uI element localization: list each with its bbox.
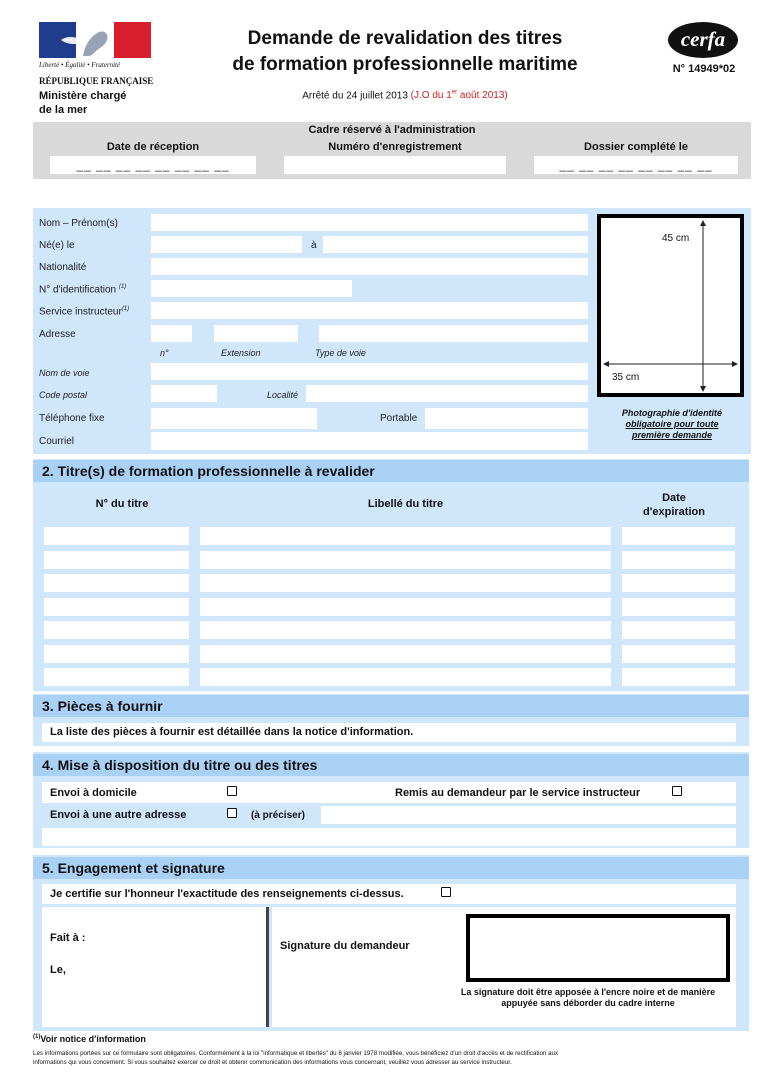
adresse-label: Adresse <box>39 329 76 340</box>
adresse-num-field[interactable] <box>151 325 192 342</box>
tel-fixe-label: Téléphone fixe <box>39 413 105 424</box>
table-cell[interactable] <box>200 668 611 686</box>
certifie-checkbox[interactable] <box>441 887 451 897</box>
photo-caption-line1: Photographie d'identité <box>621 408 723 418</box>
autre-adresse-field2[interactable] <box>42 828 736 846</box>
table-cell[interactable] <box>200 621 611 639</box>
tel-fixe-field[interactable] <box>151 408 317 429</box>
photo-width-label: 35 cm <box>612 372 640 383</box>
table-cell[interactable] <box>200 574 611 592</box>
ne-le-label: Né(e) le <box>39 240 75 251</box>
panel-divider <box>266 907 269 1027</box>
code-postal-field[interactable] <box>151 385 217 402</box>
section2-title: 2. Titre(s) de formation professionnelle à revalider <box>33 460 749 482</box>
table-cell[interactable] <box>44 574 189 592</box>
envoi-autre-checkbox[interactable] <box>227 808 237 818</box>
portable-label: Portable <box>380 413 418 424</box>
fait-a-label: Fait à : <box>50 932 86 944</box>
photo-caption-line3: première demande <box>631 430 713 440</box>
table-cell[interactable] <box>622 621 735 639</box>
arrete-date: Arrêté du 24 juillet 2013 <box>302 90 408 102</box>
photo-height-label: 45 cm <box>662 233 690 244</box>
admin-numero-field[interactable] <box>284 156 506 174</box>
section4-title: 4. Mise à disposition du titre ou des titres <box>33 754 749 776</box>
marianne-logo <box>39 22 151 58</box>
cerfa-number: N° 14949*02 <box>672 63 736 75</box>
remis-label: Remis au demandeur par le service instructeur <box>395 787 641 799</box>
lieu-a-label: à <box>311 240 317 251</box>
portable-field[interactable] <box>425 408 588 429</box>
col-header-num: N° du titre <box>55 490 189 518</box>
date-naissance-field[interactable] <box>151 236 302 253</box>
service-label: Service instructeur$^{(1)}$ <box>39 306 130 318</box>
table-cell[interactable] <box>44 598 189 616</box>
envoi-domicile-checkbox[interactable] <box>227 786 237 796</box>
col-header-libelle: Libellé du titre <box>200 490 611 518</box>
table-cell[interactable] <box>200 551 611 569</box>
table-cell[interactable] <box>200 598 611 616</box>
table-cell[interactable] <box>622 527 735 545</box>
nationalite-field[interactable] <box>151 258 588 275</box>
table-cell[interactable] <box>622 598 735 616</box>
le-label: Le, <box>50 964 66 976</box>
adresse-extension-field[interactable] <box>214 325 298 342</box>
certifie-label: Je certifie sur l'honneur l'exactitude des renseignements ci-dessus. <box>50 888 404 900</box>
photo-width-arrow <box>603 356 738 366</box>
cerfa-logo: cerfa <box>668 22 738 58</box>
nom-field[interactable] <box>151 214 588 231</box>
identification-label: N° d'identification $^{(1)}$ <box>39 284 127 296</box>
ministry-line1: Ministère chargé <box>39 90 127 102</box>
ministry-line2: de la mer <box>39 104 88 116</box>
admin-title: Cadre réservé à l'administration <box>308 124 476 136</box>
courriel-field[interactable] <box>151 432 588 450</box>
legal-line1: Les informations portées sur ce formulaire sont obligatoires. Conformément à la loi "informatique et libertés" du 6 janvier 1978 modifiée, vous bénéficiez d'un droit d'accès et de rectification aux <box>33 1050 559 1057</box>
admin-numero-label: Numéro d'enregistrement <box>328 141 462 153</box>
table-cell[interactable] <box>200 527 611 545</box>
table-cell[interactable] <box>622 668 735 686</box>
signature-label: Signature du demandeur <box>280 940 410 952</box>
fait-a-panel[interactable] <box>42 907 267 1027</box>
table-cell[interactable] <box>622 645 735 663</box>
service-field[interactable] <box>151 302 588 319</box>
table-cell[interactable] <box>622 551 735 569</box>
nationalite-label: Nationalité <box>39 262 87 273</box>
localite-field[interactable] <box>306 385 588 402</box>
table-cell[interactable] <box>622 574 735 592</box>
table-cell[interactable] <box>44 645 189 663</box>
republic-name: RÉPUBLIQUE FRANÇAISE <box>39 76 154 86</box>
photo-caption-line2: obligatoire pour toute <box>625 419 719 429</box>
table-cell[interactable] <box>44 621 189 639</box>
admin-dossier-field[interactable]: __ __ __ __ __ __ __ __ <box>534 156 738 174</box>
page-title-line2: de formation professionnelle maritime <box>232 54 578 75</box>
table-cell[interactable] <box>44 551 189 569</box>
autre-adresse-field1[interactable] <box>321 806 736 824</box>
nom-voie-field[interactable] <box>151 363 588 380</box>
republic-motto: Liberté • Égalité • Fraternité <box>39 61 121 69</box>
table-cell[interactable] <box>44 668 189 686</box>
signature-note-line1: La signature doit être apposée à l'encre noire et de manière <box>460 987 716 997</box>
code-postal-label: Code postal <box>39 390 88 400</box>
section3-text: La liste des pièces à fournir est détaillée dans la notice d'information. <box>42 723 736 742</box>
type-voie-sublabel: Type de voie <box>315 348 366 358</box>
page-title-line1: Demande de revalidation des titres <box>247 28 563 49</box>
nom-label: Nom – Prénom(s) <box>39 218 118 229</box>
adresse-type-voie-field[interactable] <box>319 325 588 342</box>
identification-field[interactable] <box>151 280 352 297</box>
num-sublabel: n° <box>160 348 169 358</box>
admin-date-reception-label: Date de réception <box>106 141 200 153</box>
arrete-jo: (J.O du 1er août 2013) <box>410 90 508 102</box>
section5-title: 5. Engagement et signature <box>33 857 749 879</box>
envoi-domicile-label: Envoi à domicile <box>50 787 137 799</box>
legal-line2: informations qui vous concernent. Si vous souhaitez exercer ce droit et obtenir communication des informations vous concernant, veuillez vous adresser au service instructeur. <box>33 1059 512 1066</box>
col-header-date: Date d'expiration <box>622 488 726 522</box>
nom-voie-label: Nom de voie <box>39 368 90 378</box>
signature-box[interactable] <box>466 914 730 982</box>
courriel-label: Courriel <box>39 436 75 447</box>
footnote: $^{(1)}$Voir notice d'information <box>33 1034 146 1044</box>
admin-dossier-label: Dossier complété le <box>584 141 688 153</box>
extension-sublabel: Extension <box>221 348 261 358</box>
localite-label: Localité <box>267 390 299 400</box>
section3-title: 3. Pièces à fournir <box>33 695 749 717</box>
envoi-autre-label: Envoi à une autre adresse <box>50 809 187 821</box>
admin-date-reception-field[interactable]: __ __ __ __ __ __ __ __ <box>50 156 256 174</box>
preciser-label: (à préciser) <box>251 810 305 821</box>
arrete-line <box>240 90 570 101</box>
remis-checkbox[interactable] <box>672 786 682 796</box>
table-cell[interactable] <box>44 527 189 545</box>
lieu-naissance-field[interactable] <box>323 236 588 253</box>
signature-note-line2: appuyée sans déborder du cadre interne <box>501 998 675 1008</box>
table-cell[interactable] <box>200 645 611 663</box>
